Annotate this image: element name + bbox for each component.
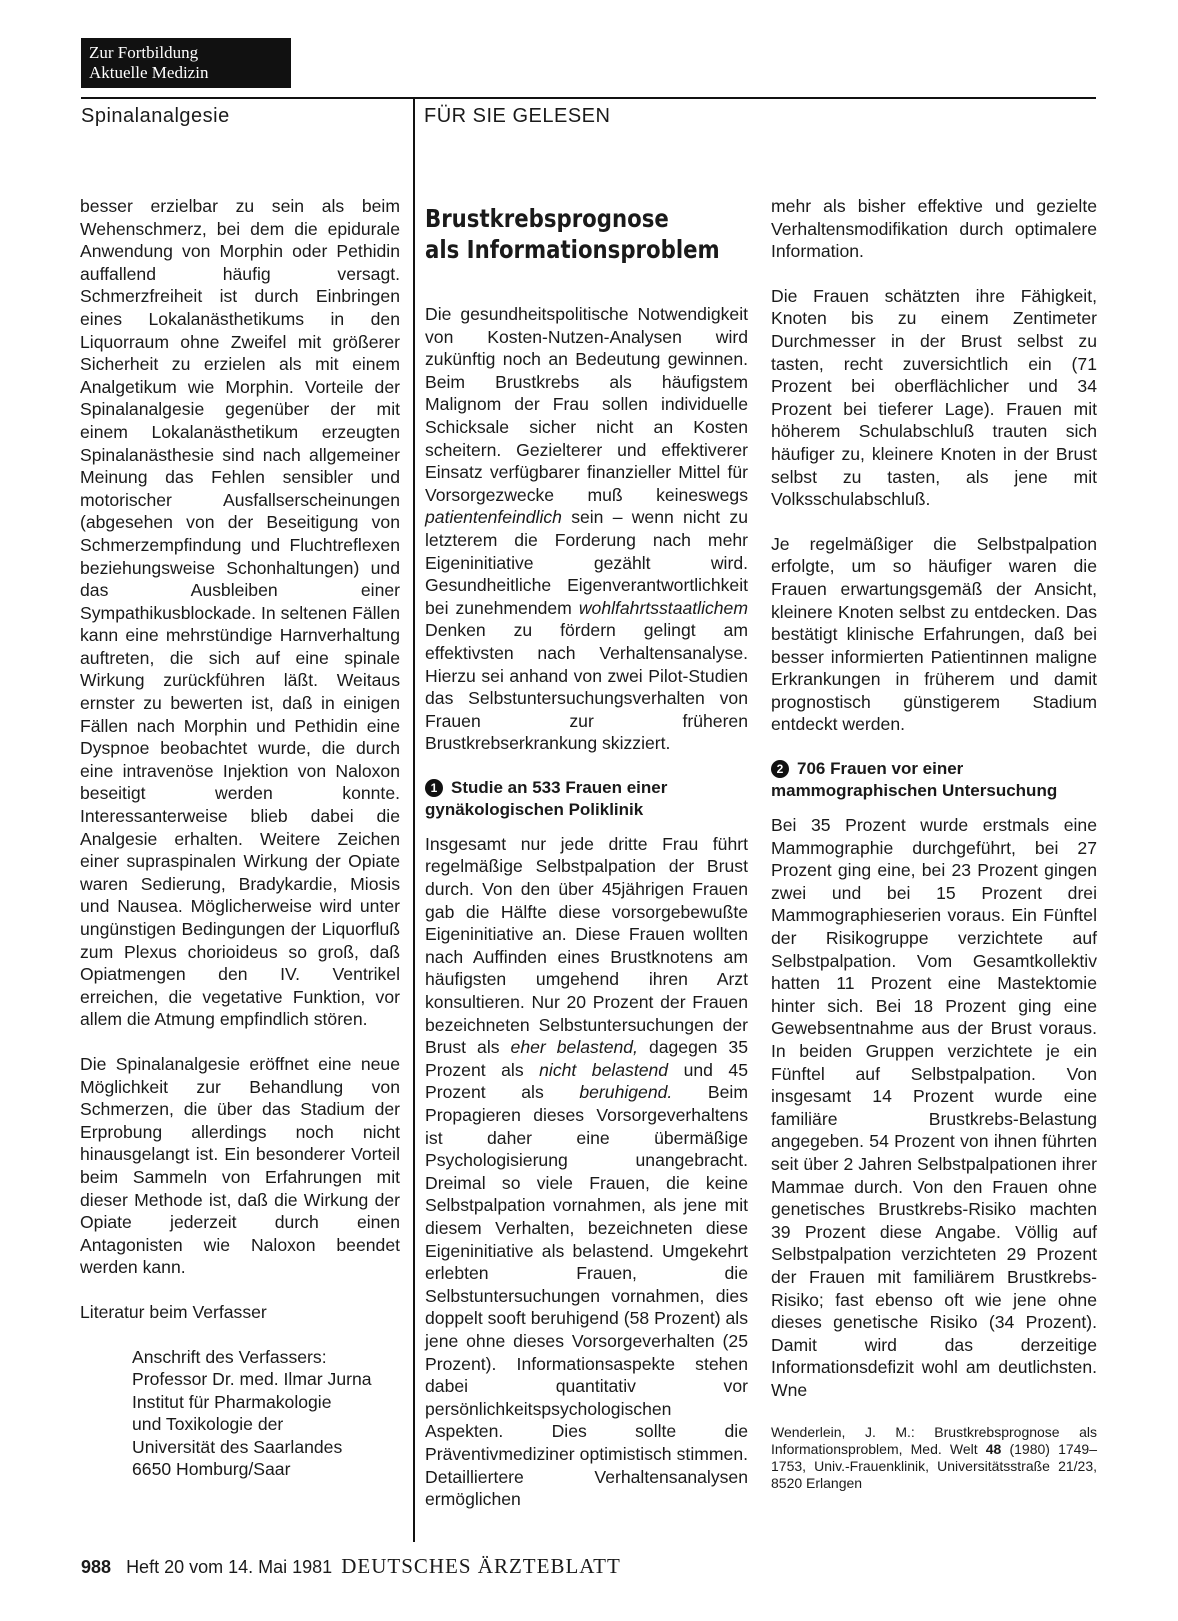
article-title <box>425 203 748 265</box>
number-badge-icon: 1 <box>425 779 443 797</box>
study-2-text: Bei 35 Prozent wurde erstmals eine Mammographie durchgeführt, bei 27 Prozent ging eine, bei 23 Prozent gingen zwei und bei 15 Prozent drei Mammographieserien voraus. Ein Fünftel der Risikogruppe verzichtete auf Selbstpalpation. Vom Gesamtkollektiv hatten 11 Prozent eine Mastektomie hinter sich. Bei 18 Prozent ging eine Gewebsentnahme aus der Brust voraus. In beiden Gruppen verzichtete je ein Fünftel auf Selbstpalpation. Von insgesamt 14 Prozent wurde eine familiäre Brustkrebs-Belastung angegeben. 54 Prozent von ihnen führten seit über 2 Jahren Selbstpalpationen ihrer Mammae durch. Von den Frauen ohne genetisches Brustkrebs-Risiko machten 39 Prozent diese Angabe. Völlig auf Selbstpalpation verzichteten 29 Prozent der Frauen mit familiärem Brustkrebs-Risiko; fast ebenso oft wie jene ohne dieses genetische Risiko (34 Prozent). Damit wird das derzeitige Informationsdefizit wohl am deutlichsten. Wne <box>771 815 1127 1400</box>
article-column-2 <box>771 195 1127 1492</box>
section-title-left: Spinalanalgesie <box>81 105 230 127</box>
title-line-2: als Informationsproblem <box>425 235 720 264</box>
number-badge-icon: 2 <box>771 760 789 778</box>
page-footer <box>81 1554 621 1579</box>
column-divider <box>413 99 415 1542</box>
left-column <box>80 195 400 1481</box>
reference-citation: Wenderlein, J. M.: Brustkrebsprognose als Informationsproblem, Med. Welt 48 (1980) 1749–1753, Univ.-Frauenklinik, Universitätsstraße 21/23, 8520 Erlangen <box>771 1423 1097 1491</box>
issue-info: Heft 20 vom 14. Mai 1981 <box>126 1557 333 1577</box>
page-number: 988 <box>81 1557 112 1577</box>
study-1-heading: 1 Studie an 533 Frauen einer gynäkologischen Poliklinik <box>425 777 668 819</box>
header-rule <box>81 97 1096 99</box>
badge-line-2: Aktuelle Medizin <box>89 63 209 82</box>
address-line: und Toxikologie der <box>132 1414 284 1435</box>
address-line: Anschrift des Verfassers: <box>132 1346 327 1367</box>
address-line: 6650 Homburg/Saar <box>132 1459 291 1480</box>
left-paragraph-2: Die Spinalanalgesie eröffnet eine neue Möglichkeit zur Behandlung von Schmerzen, die über das Stadium der Erprobung allerdings noch nicht hinausgelangt ist. Ein besonderer Vorteil beim Sammeln von Erfahrungen mit dieser Methode ist, daß die Wirkung der Opiate jederzeit durch einen Antagonisten wie Naloxon beendet werden kann. <box>80 1053 400 1278</box>
article-column-1 <box>425 195 748 1533</box>
col3-paragraph-2: Die Frauen schätzten ihre Fähigkeit, Knoten bis zu einem Zentimeter Durchmesser in der Brust selbst zu tasten, recht zuversichtlich ein (71 Prozent bei oberflächlicher und 34 Prozent bei tieferer Lage). Frauen mit höherem Schulabschluß trauten sich häufiger zu, kleinere Knoten in der Brust selbst zu tasten, als jene mit Volksschulabschluß. <box>771 285 1097 510</box>
address-line: Universität des Saarlandes <box>132 1436 343 1457</box>
study-2-heading: 2 706 Frauen vor einer mammographischen Untersuchung <box>771 759 1058 801</box>
section-badge <box>81 38 291 88</box>
section-title-right: FÜR SIE GELESEN <box>424 105 611 127</box>
address-line: Institut für Pharmakologie <box>132 1391 332 1412</box>
left-paragraph-1: besser erzielbar zu sein als beim Wehenschmerz, bei dem die epidurale Anwendung von Morphin oder Pethidin auffallend häufig versagt. Schmerzfreiheit ist durch Einbringen eines Lokalanästhetikums in den Liquorraum ohne Zweifel mit größerer Sicherheit zu erzielen als mit einem Analgetikum wie Morphin. Vorteile der Spinalanalgesie gegenüber der mit einem Lokalanästhetikum erzeugten Spinalanästhesie sind nach allgemeiner Meinung das Fehlen sensibler und motorischer Ausfallserscheinungen (abgesehen von der Beseitigung von Schmerzempfindung und Fluchtreflexen beziehungsweise Schonhaltungen) und das Ausbleiben einer Sympathikusblockade. In seltenen Fällen kann eine mehrstündige Harnverhaltung auftreten, die sich auf eine spinale Wirkung zurückführen läßt. Weitaus ernster zu bewerten ist, daß in einigen Fällen nach Morphin und Pethidin eine Dyspnoe beobachtet wurde, die durch eine intravenöse Injektion von Naloxon beseitigt werden konnte. Interessanterweise blieb dabei die Analgesie erhalten. Weitere Zeichen einer supraspinalen Wirkung der Opiate waren Sedierung, Bradykardie, Miosis und Nausea. Möglicherweise wird unter ungünstigen Bedingungen der Liquorfluß zum Plexus chorioideus so groß, daß Opiatmengen den IV. Ventrikel erreichen, die vegetative Funktion, vor allem die Atmung empfindlich stören. <box>80 196 400 1030</box>
address-line: Professor Dr. med. Ilmar Jurna <box>132 1369 372 1390</box>
author-address <box>132 1346 400 1482</box>
study-1-text: Insgesamt nur jede dritte Frau führt regelmäßige Selbstpalpation der Brust durch. Von den über 45jährigen Frauen gab die Hälfte diese vorsorgebewußte Eigeninitiative an. Diese Frauen wollten nach Auffinden eines Brustknotens am häufigsten umgehend ihren Arzt konsultieren. Nur 20 Prozent der Frauen bezeichneten Selbstuntersuchungen der Brust als eher belastend, dagegen 35 Prozent als nicht belastend und 45 Prozent als beruhigend. Beim Propagieren dieses Vorsorgeverhaltens ist daher eine übermäßige Psychologisierung unangebracht. Dreimal so viele Frauen, die keine Selbstpalpation vornahmen, als jene mit diesem Verhalten, bezeichneten diese Eigeninitiative als belastend. Umgekehrt erlebten Frauen, die Selbstuntersuchungen vornahmen, dies doppelt sooft beruhigend (58 Prozent) als jene ohne dieses Vorsorgeverhalten (25 Prozent). Informationsaspekte stehen dabei quantitativ vor persönlichkeitspsychologischen Aspekten. Dies sollte die Präventivmediziner optimistisch stimmen. Detailliertere Verhaltensanalysen ermöglichen <box>425 833 749 1510</box>
intro-paragraph: Die gesundheitspolitische Notwendigkeit von Kosten-Nutzen-Analysen wird zukünftig noch an Bedeutung gewinnen. Beim Brustkrebs als häufigstem Malignom der Frau sollen individuelle Schicksale sicher nicht an Kosten scheitern. Gezielterer und effektiverer Einsatz verfügbarer finanzieller Mittel für Vorsorgezwecke muß keineswegs patientenfeindlich sein – wenn nicht zu letzterem die Forderung nach mehr Eigeninitiative gezählt wird. Gesundheitliche Eigenverantwortlichkeit bei zunehmendem wohlfahrtsstaatlichem Denken zu fördern gelingt am effektivsten nach Verhaltensanalyse. Hierzu sei anhand von zwei Pilot-Studien das Selbstuntersuchungsverhalten von Frauen zur früheren Brustkrebserkrankung skizziert. <box>425 304 748 754</box>
badge-line-1: Zur Fortbildung <box>89 43 199 62</box>
col3-paragraph-1: mehr als bisher effektive und gezielte Verhaltensmodifikation durch optimalere Information. <box>771 196 1097 262</box>
col3-paragraph-3: Je regelmäßiger die Selbstpalpation erfolgte, um so häufiger waren die Frauen erwartungsgemäß der Ansicht, kleinere Knoten selbst zu entdecken. Das bestätigt klinische Erfahrungen, daß bei besser informierten Patientinnen maligne Erkrankungen in früherem und damit prognostisch günstigerem Stadium entdeckt werden. <box>771 533 1097 735</box>
journal-name: DEUTSCHES ÄRZTEBLATT <box>341 1554 621 1578</box>
title-line-1: Brustkrebsprognose <box>425 204 669 233</box>
literature-note: Literatur beim Verfasser <box>80 1301 267 1322</box>
